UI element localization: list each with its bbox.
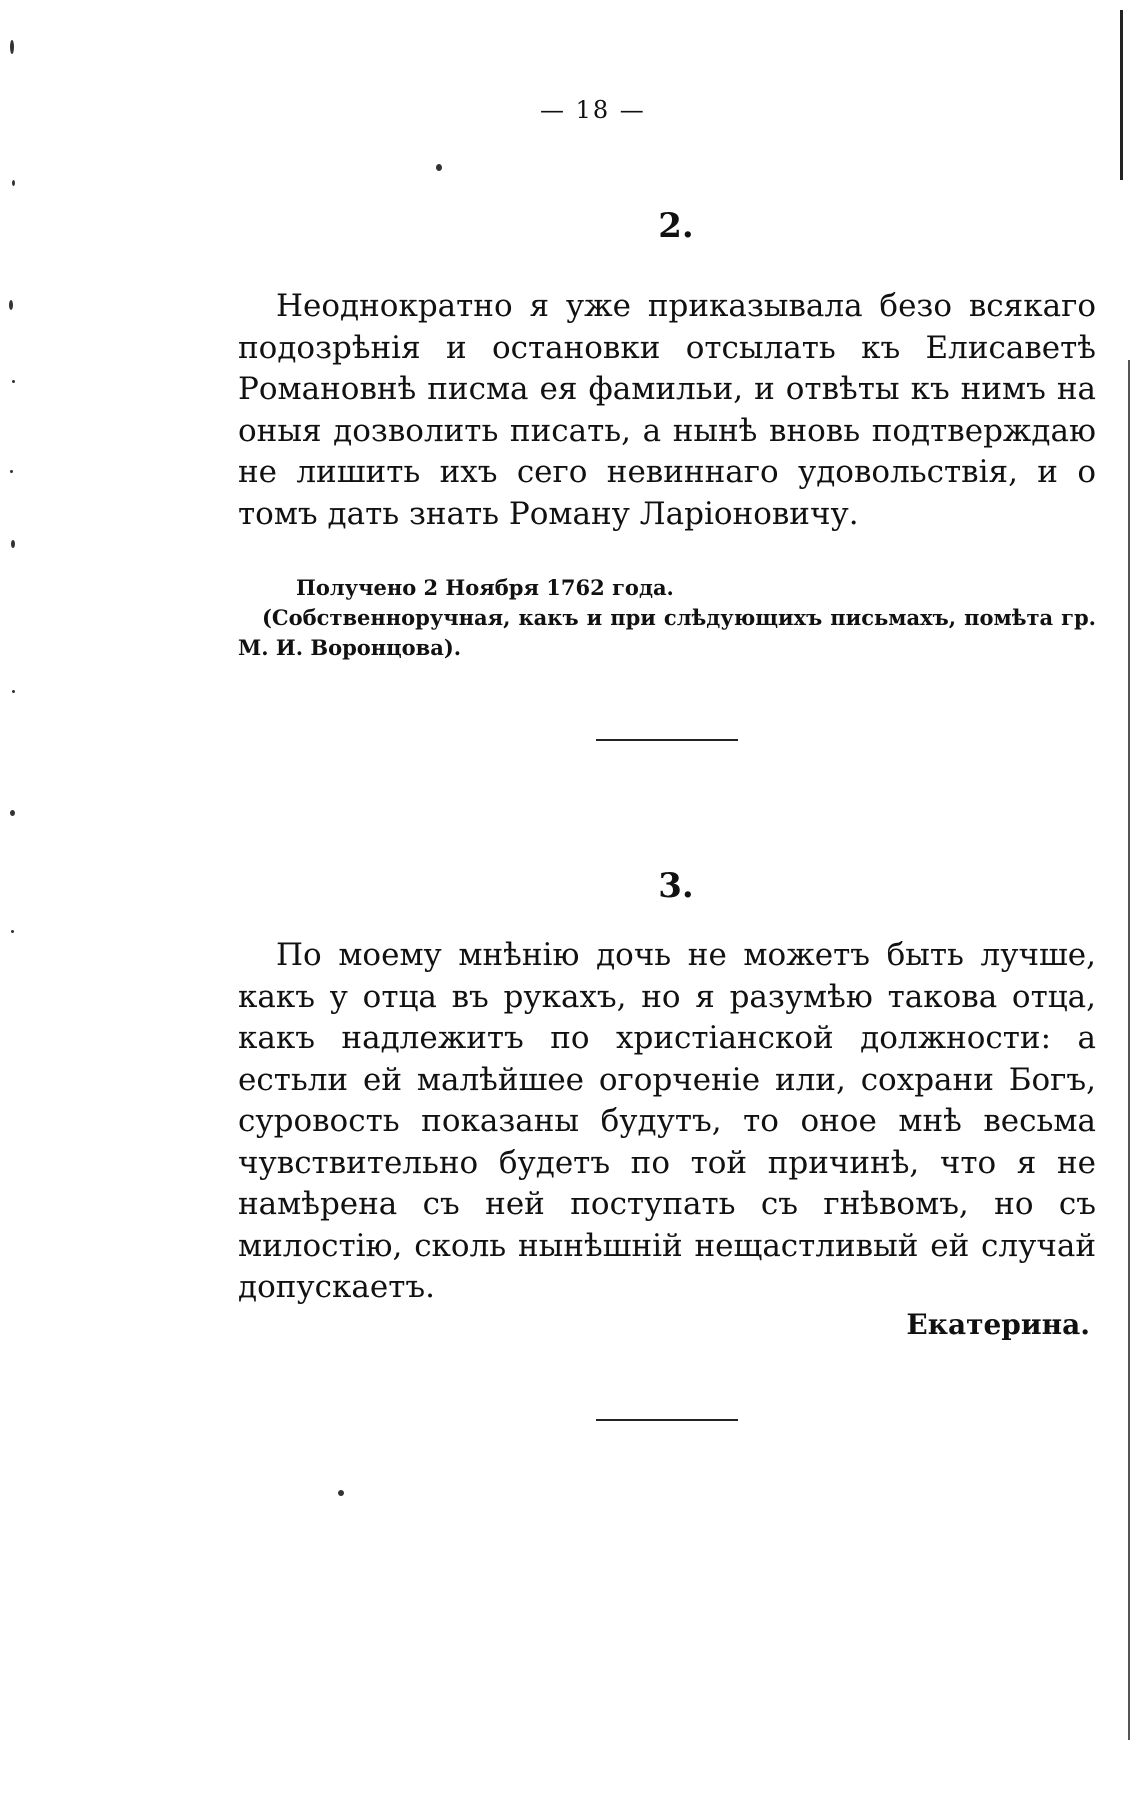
end-divider (596, 1419, 738, 1421)
ink-dot-top (436, 164, 442, 171)
section-3-body (238, 935, 1096, 1309)
section-3-paragraph: По моему мнѣнію дочь не можетъ быть лучше, какъ у отца въ рукахъ, но я разумѣю такова отца, какъ надлежитъ по христіанской должности: а естьли ей малѣйшее огорченіе или, сохрани Богъ, суровость показаны будутъ, то оное мнѣ весьма чувствительно будетъ по той причинѣ, что я не намѣрена съ ней поступать съ гнѣвомъ, но съ милостію, сколь нынѣшній нещастливый ей случай допускаетъ. (238, 937, 1096, 1305)
section-number-3: 3. (658, 866, 694, 906)
scan-edge-line-lower (1128, 360, 1130, 1740)
section-2-paragraph: Неоднократно я уже приказывала безо всякаго подозрѣнія и остановки отсылать къ Елисаветѣ Романовнѣ писма ея фамильи, и отвѣты къ нимъ на оныя дозволить писать, а нынѣ вновь подтверждаю не лишить ихъ сего невиннаго удовольствія, и о томъ дать знать Роману Ларіоновичу. (238, 288, 1096, 532)
section-2-body (238, 286, 1096, 535)
section-number-2: 2. (658, 206, 694, 246)
ink-dot (338, 1490, 344, 1496)
scan-edge-line (1120, 10, 1123, 180)
received-date: Получено 2 Ноября 1762 года. (296, 575, 674, 600)
scan-margin-specks (0, 0, 30, 1793)
section-divider (596, 739, 738, 741)
page-number: — 18 — (540, 96, 646, 124)
editorial-comment: (Собственноручная, какъ и при слѣдующихъ письмахъ, помѣта гр. М. И. Воронцова). (238, 605, 1096, 660)
signature: Екатерина. (906, 1308, 1090, 1341)
section-2-note (238, 573, 1096, 663)
